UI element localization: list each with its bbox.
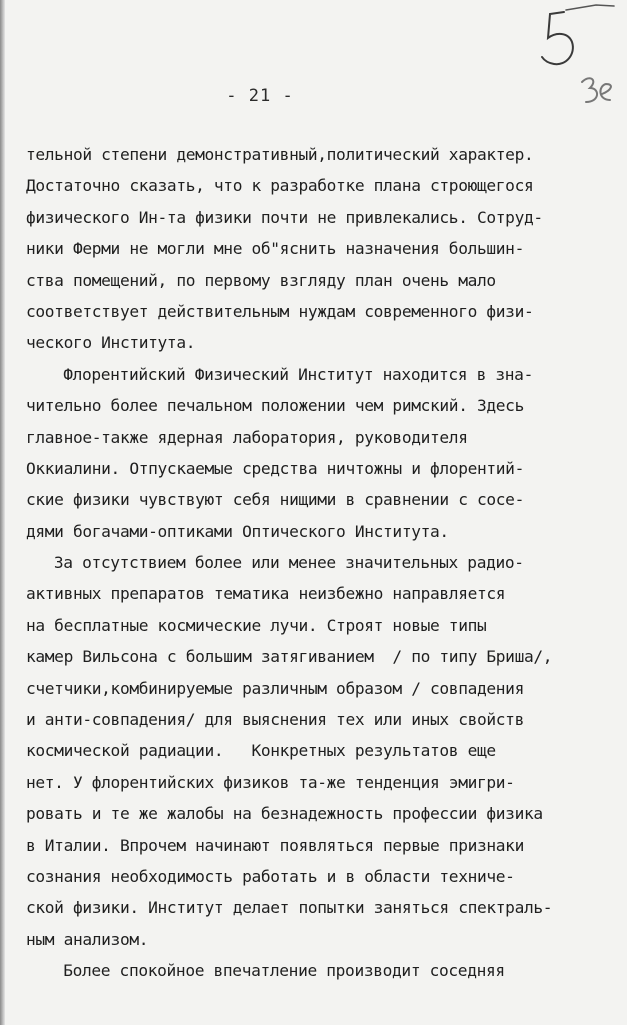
text-line: Достаточно сказать, что к разработке плана строющегося <box>26 176 534 196</box>
text-line: дями богачами-оптиками Оптического Института. <box>26 521 449 541</box>
text-line: тельной степени демонстративный,политический характер. <box>26 145 534 164</box>
text-line: чительно более печальном положении чем римский. Здесь <box>26 396 524 416</box>
text-line: ным анализом. <box>26 929 149 949</box>
text-line: Более спокойное впечатление производит соседняя <box>63 961 505 981</box>
text-line: космической радиации. Конкретных результатов еще <box>26 741 496 761</box>
text-line: физического Ин-та физики почти не привлекались. Сотруд- <box>26 207 543 227</box>
text-line: За отсутствием более или менее значительных радио- <box>53 553 524 573</box>
text-line: камер Вильсона с большим затягиванием / по типу Бриша/, <box>26 647 553 667</box>
scan-edge-shadow <box>0 0 5 1025</box>
text-line: на бесплатные космические лучи. Строят новые типы <box>26 615 487 635</box>
text-line: ские физики чувствуют себя нищими в сравнении с сосе- <box>26 490 524 510</box>
text-line: ской физики. Институт делает попытки заняться спектраль- <box>26 898 553 918</box>
text-line: главное-также ядерная лаборатория, руководителя <box>26 427 468 447</box>
text-line: сознания необходимость работать и в области техниче- <box>26 866 515 886</box>
text-line: ческого Института. <box>26 333 196 353</box>
text-line: ники Ферми не могли мне об"яснить назначения большин- <box>26 239 524 259</box>
handwritten-folio-mark <box>538 2 618 122</box>
text-line: Оккиалини. Отпускаемые средства ничтожны и флорентий- <box>26 458 524 478</box>
text-line: нет. У флорентийских физиков та-же тенденция эмигри- <box>26 772 515 792</box>
text-line: ства помещений, по первому взгляду план очень мало <box>26 270 496 290</box>
text-line: в Италии. Впрочем начинают появляться первые признаки <box>26 835 524 855</box>
text-line: активных препаратов тематика неизбежно направляется <box>26 584 506 604</box>
text-line: Флорентийский Физический Институт находится в зна- <box>63 364 533 384</box>
text-line: и анти-совпадения/ для выяснения тех или иных свойств <box>26 710 524 730</box>
text-line: соответствует действительным нуждам современного физи- <box>26 301 534 321</box>
page-number: - 21 - <box>226 86 294 106</box>
text-line: счетчики,комбинируемые различным образом / совпадения <box>26 678 524 698</box>
body-text <box>26 139 626 987</box>
text-line: ровать и те же жалобы на безнадежность профессии физика <box>26 804 543 824</box>
